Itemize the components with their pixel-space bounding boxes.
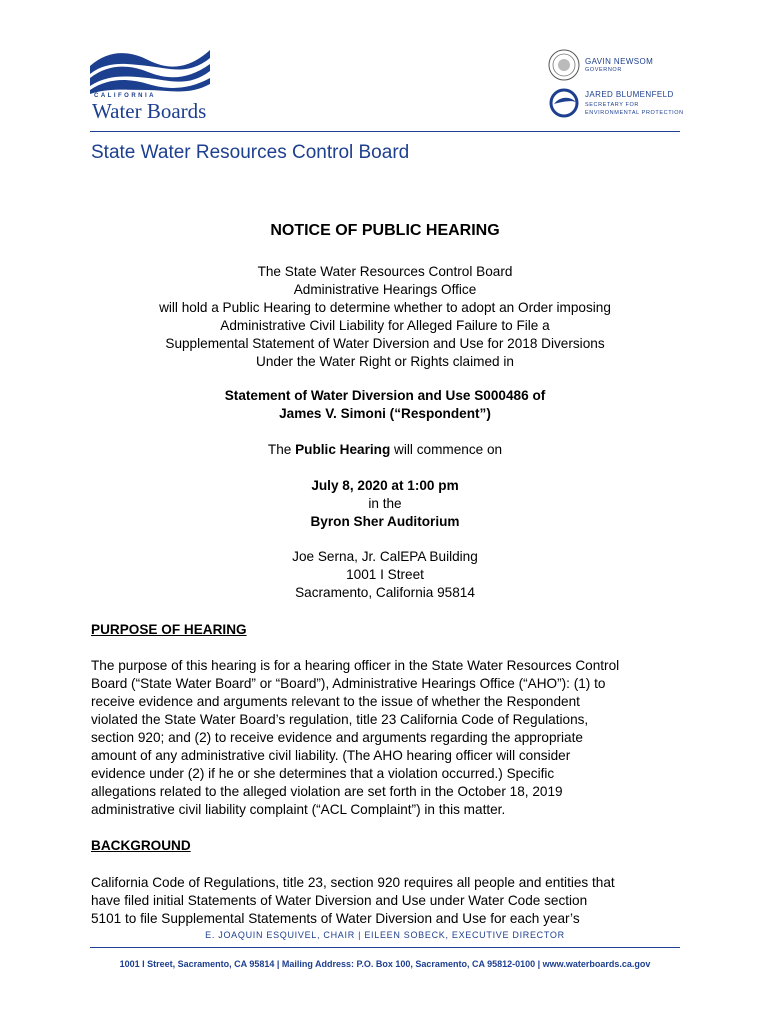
hearing-in-the: in the	[368, 496, 402, 511]
background-line: California Code of Regulations, title 23, section 920 requires all people and entities that	[91, 875, 615, 890]
hearing-venue: Byron Sher Auditorium	[310, 514, 460, 529]
commence-post: will commence on	[390, 442, 503, 457]
notice-title: NOTICE OF PUBLIC HEARING	[270, 222, 500, 239]
purpose-line: evidence under (2) if he or she determines that a violation occurred.) Specific	[91, 766, 555, 781]
governor-title: GOVERNOR	[585, 67, 622, 73]
commence-text	[90, 441, 680, 459]
address-line: 1001 I Street	[346, 567, 424, 582]
hearing-address	[90, 548, 680, 602]
footer-officials: E. JOAQUIN ESQUIVEL, CHAIR | EILEEN SOBECK, EXECUTIVE DIRECTOR	[205, 930, 565, 940]
purpose-line: Board (“State Water Board” or “Board”), Administrative Hearings Office (“AHO”): (1) to	[91, 676, 606, 691]
address-line: Joe Serna, Jr. CalEPA Building	[292, 549, 478, 564]
purpose-line: receive evidence and arguments relevant to the issue of whether the Respondent	[91, 694, 580, 709]
statement-line: Statement of Water Diversion and Use S000486 of	[224, 388, 546, 403]
logo-state-text: CALIFORNIA	[94, 93, 156, 99]
purpose-paragraph	[91, 657, 691, 819]
commence-bold: Public Hearing	[295, 442, 391, 457]
footer-address: 1001 I Street, Sacramento, CA 95814 | Mailing Address: P.O. Box 100, Sacramento, CA 95812-0100 | www.waterboards.ca.gov	[119, 959, 651, 969]
state-seal-icon	[548, 48, 580, 82]
statement-reference	[90, 387, 680, 423]
board-title: State Water Resources Control Board	[91, 142, 410, 163]
intro-line: The State Water Resources Control Board	[257, 264, 513, 279]
intro-line: Administrative Civil Liability for Alleged Failure to File a	[220, 318, 550, 333]
notice-intro	[90, 263, 680, 371]
intro-line: Administrative Hearings Office	[293, 282, 477, 297]
background-line: have filed initial Statements of Water Diversion and Use under Water Code section	[91, 893, 588, 908]
purpose-line: section 920; and (2) to receive evidence and arguments regarding the appropriate	[91, 730, 583, 745]
purpose-line: administrative civil liability complaint (“ACL Complaint”) in this matter.	[91, 802, 506, 817]
intro-line: will hold a Public Hearing to determine whether to adopt an Order imposing	[159, 300, 611, 315]
secretary-title: SECRETARY FOR ENVIRONMENTAL PROTECTION	[585, 102, 684, 116]
statement-line: James V. Simoni (“Respondent”)	[279, 406, 491, 421]
background-line: 5101 to file Supplemental Statements of Water Diversion and Use for each year’s	[91, 911, 580, 926]
intro-line: Supplemental Statement of Water Diversion and Use for 2018 Diversions	[165, 336, 605, 351]
purpose-line: amount of any administrative civil liability. (The AHO hearing officer will consider	[91, 748, 571, 763]
purpose-line: allegations related to the alleged violation are set forth in the October 18, 2019	[91, 784, 563, 799]
waves-icon	[88, 44, 213, 94]
hearing-date: July 8, 2020 at 1:00 pm	[311, 478, 459, 493]
header-divider	[90, 131, 680, 132]
purpose-line: The purpose of this hearing is for a hearing officer in the State Water Resources Control	[91, 658, 620, 673]
calepa-emblem-icon	[548, 88, 580, 118]
commence-pre: The	[267, 442, 296, 457]
water-boards-logo	[88, 44, 218, 124]
address-line: Sacramento, California 95814	[295, 585, 475, 600]
intro-line: Under the Water Right or Rights claimed in	[256, 354, 514, 369]
background-paragraph	[91, 874, 691, 928]
governor-name: GAVIN NEWSOM	[585, 57, 654, 66]
hearing-datetime	[90, 477, 680, 531]
footer-divider	[90, 947, 680, 948]
purpose-heading: PURPOSE OF HEARING	[91, 622, 247, 637]
purpose-line: violated the State Water Board’s regulation, title 23 California Code of Regulations,	[91, 712, 589, 727]
background-heading: BACKGROUND	[91, 838, 191, 853]
secretary-name: JARED BLUMENFELD	[585, 90, 674, 99]
logo-name-text: Water Boards	[92, 99, 207, 123]
